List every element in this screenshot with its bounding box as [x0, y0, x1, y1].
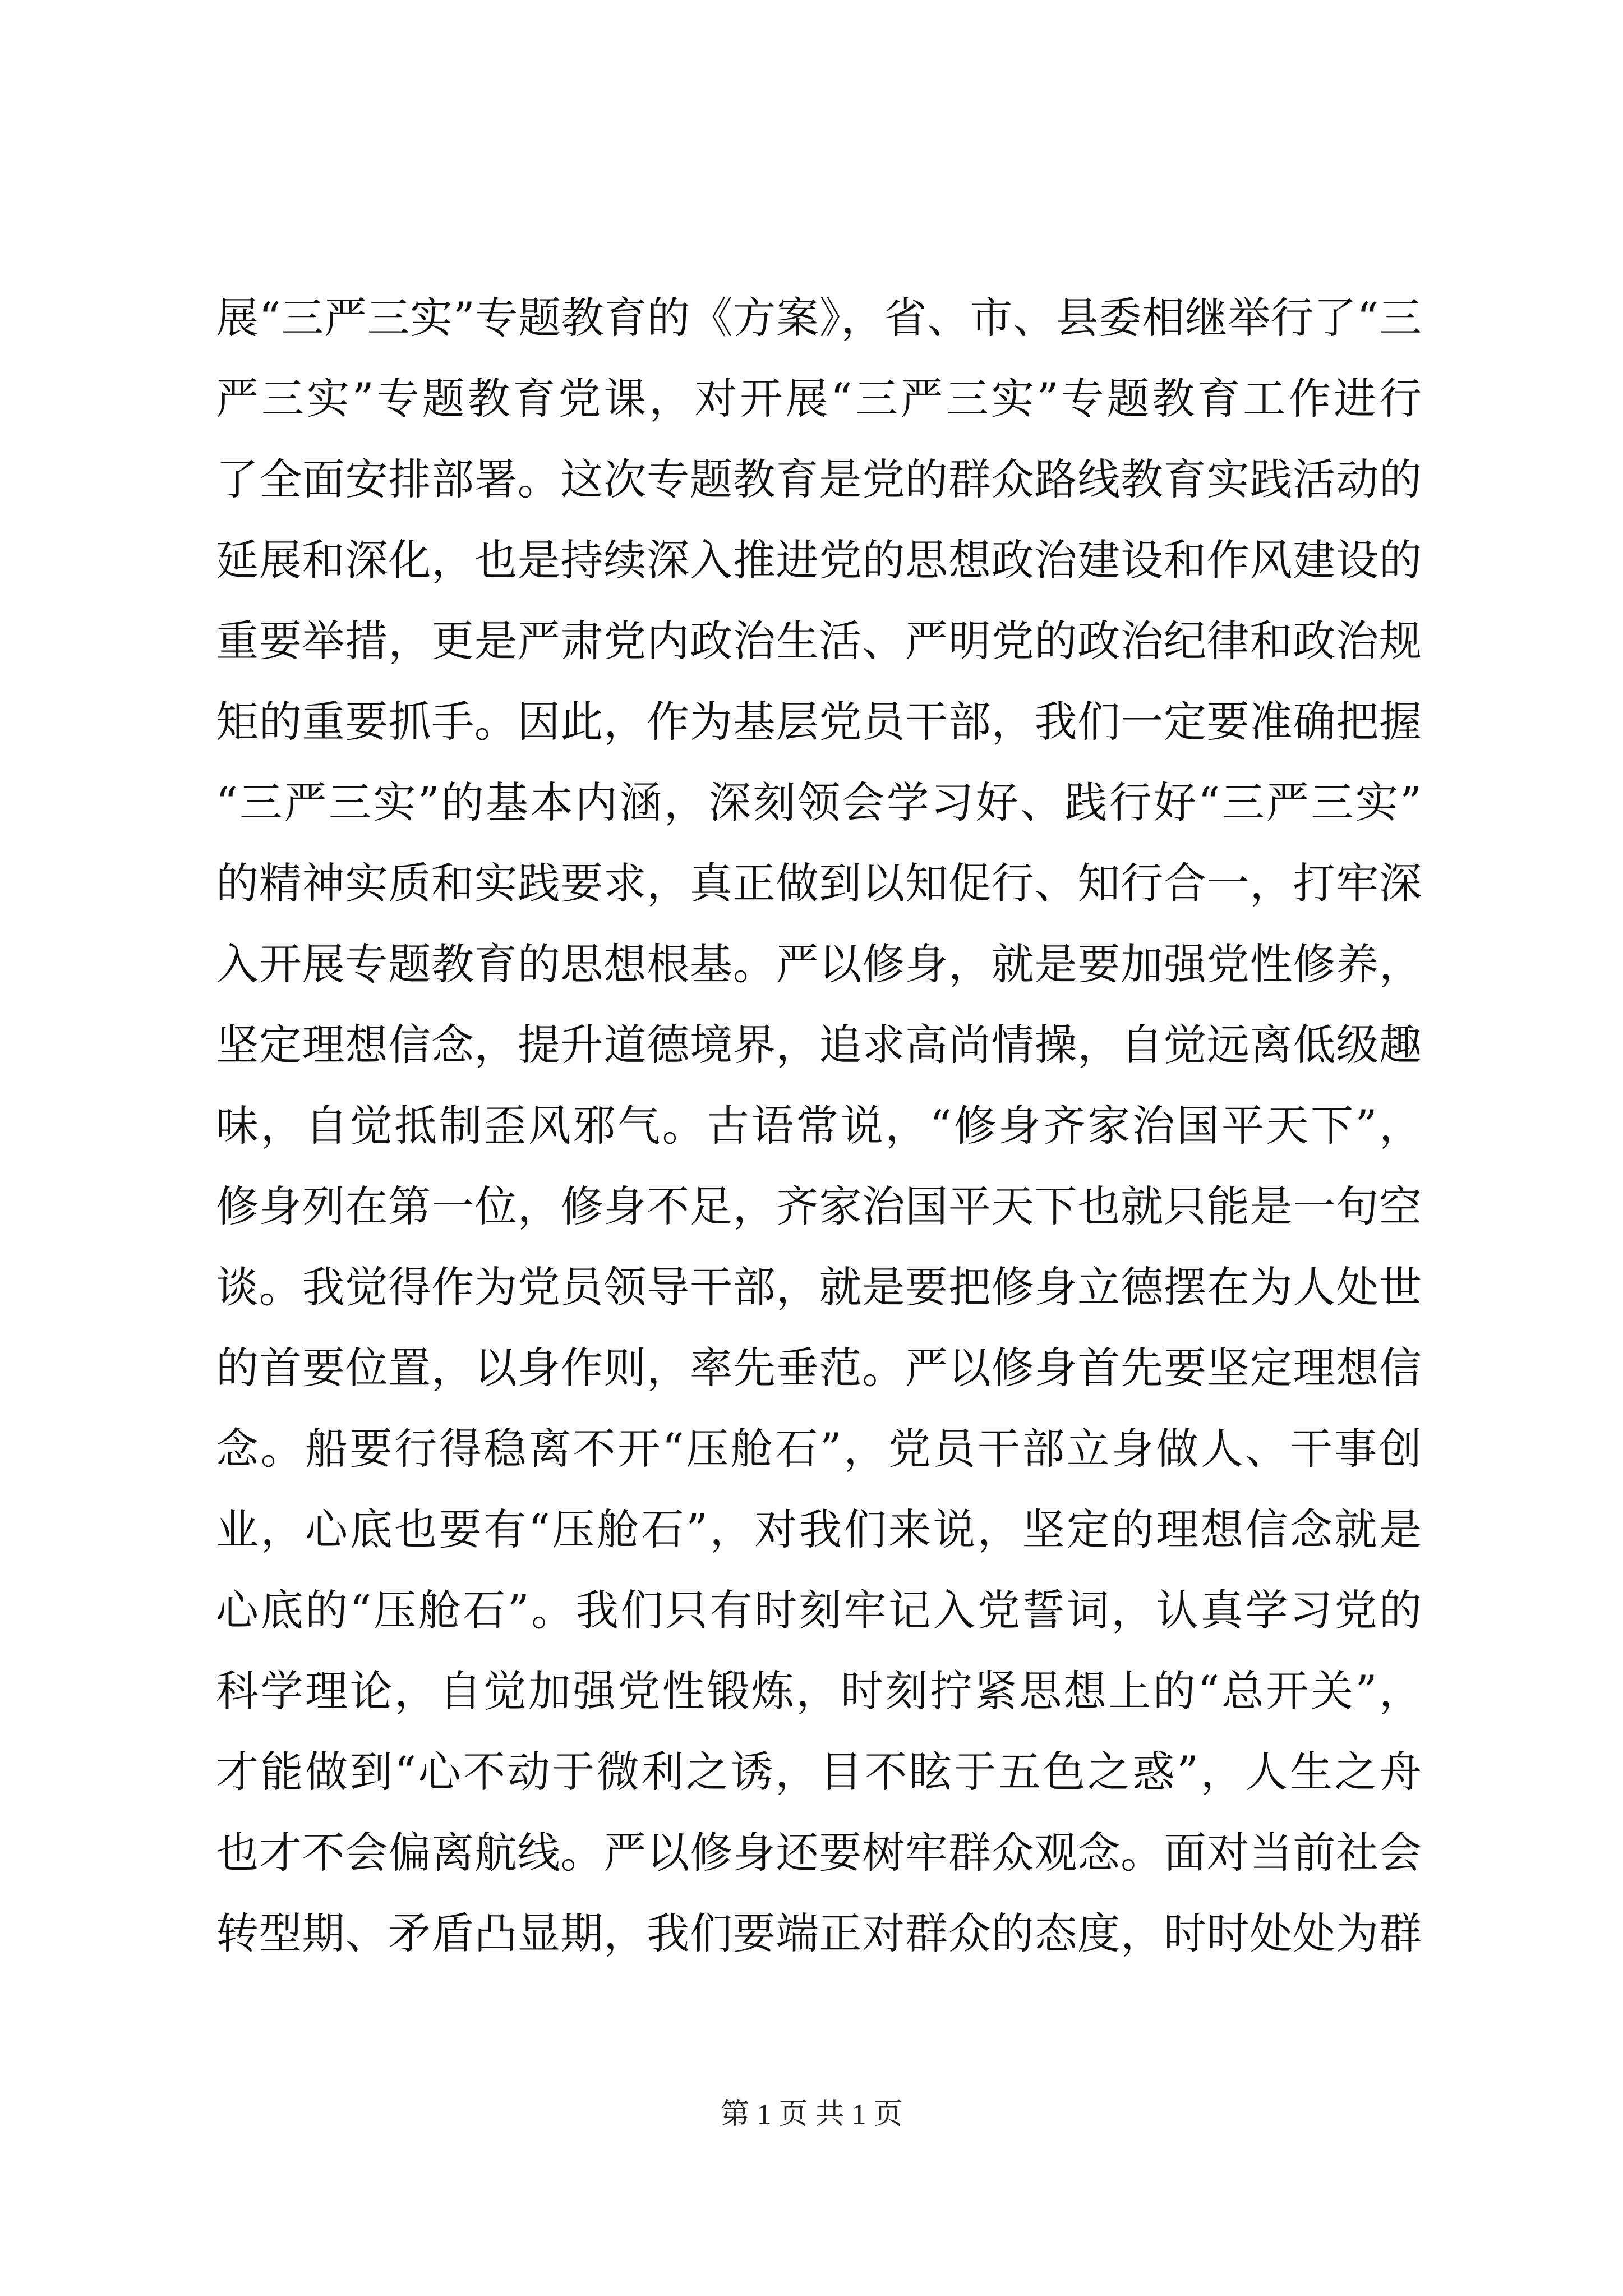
text-line: 业，心底也要有“压舱石”，对我们来说，坚定的理想信念就是 — [216, 1504, 1422, 1554]
text-line: 心底的“压舱石”。我们只有时刻牢记入党誓词，认真学习党的 — [216, 1585, 1422, 1635]
text-line: 入开展专题教育的思想根基。严以修身，就是要加强党性修养， — [216, 939, 1422, 989]
text-line: 坚定理想信念，提升道德境界，追求高尚情操，自觉远离低级趣 — [216, 1020, 1422, 1070]
text-line: 转型期、矛盾凸显期，我们要端正对群众的态度，时时处处为群 — [216, 1908, 1422, 1958]
text-line: 了全面安排部署。这次专题教育是党的群众路线教育实践活动的 — [216, 454, 1422, 504]
text-line: “三严三实”的基本内涵，深刻领会学习好、践行好“三严三实” — [216, 777, 1422, 827]
text-line: 也才不会偏离航线。严以修身还要树牢群众观念。面对当前社会 — [216, 1828, 1422, 1878]
text-line: 展“三严三实”专题教育的《方案》，省、市、县委相继举行了“三 — [216, 293, 1422, 343]
text-line: 的精神实质和实践要求，真正做到以知促行、知行合一，打牢深 — [216, 858, 1422, 908]
text-line: 谈。我觉得作为党员领导干部，就是要把修身立德摆在为人处世 — [216, 1262, 1422, 1312]
text-line: 重要举措，更是严肃党内政治生活、严明党的政治纪律和政治规 — [216, 616, 1422, 666]
text-line: 矩的重要抓手。因此，作为基层党员干部，我们一定要准确把握 — [216, 697, 1422, 747]
text-line: 念。船要行得稳离不开“压舱石”，党员干部立身做人、干事创 — [216, 1424, 1422, 1474]
text-line: 味，自觉抵制歪风邪气。古语常说，“修身齐家治国平天下”， — [216, 1101, 1422, 1151]
text-line: 的首要位置，以身作则，率先垂范。严以修身首先要坚定理想信 — [216, 1343, 1422, 1393]
text-line: 才能做到“心不动于微利之诱，目不眩于五色之惑”，人生之舟 — [216, 1747, 1422, 1797]
text-line: 严三实”专题教育党课，对开展“三严三实”专题教育工作进行 — [216, 374, 1422, 424]
text-line: 修身列在第一位，修身不足，齐家治国平天下也就只能是一句空 — [216, 1181, 1422, 1231]
text-line: 延展和深化，也是持续深入推进党的思想政治建设和作风建设的 — [216, 535, 1422, 585]
page-footer: 第 1 页 共 1 页 — [720, 2099, 903, 2131]
body-text — [216, 278, 1422, 1974]
text-line: 科学理论，自觉加强党性锻炼，时刻拧紧思想上的“总开关”， — [216, 1666, 1422, 1716]
